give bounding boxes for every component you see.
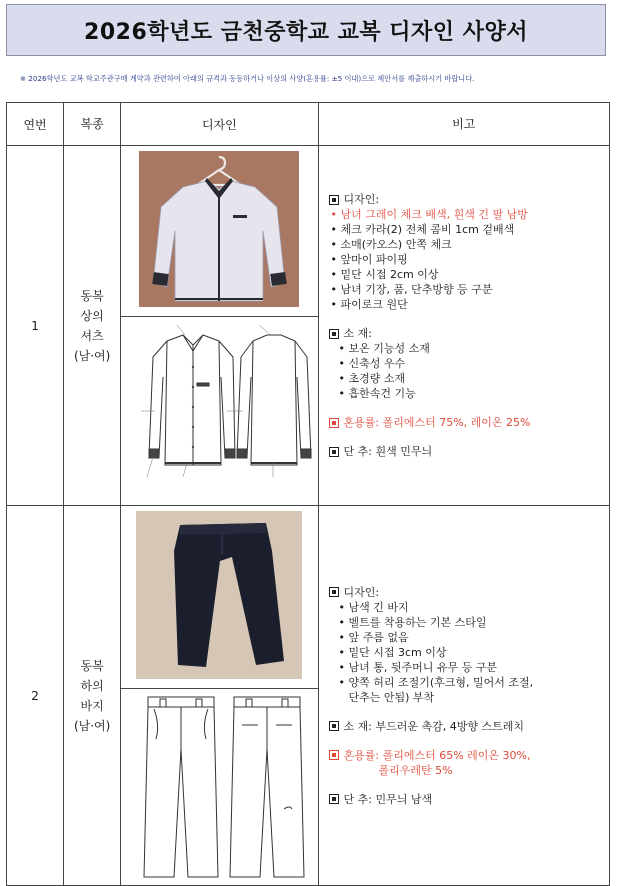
kind-line: 상의 — [80, 308, 104, 323]
pants-photo — [136, 511, 302, 679]
material-heading: 소 재: — [329, 326, 610, 341]
list-item: • 남녀 통, 뒷주머니 유무 등 구분 — [329, 660, 610, 675]
list-item: • 밑단 시접 2cm 이상 — [329, 267, 610, 282]
document-title: 2026학년도 금천중학교 교복 디자인 사양서 — [84, 19, 528, 45]
square-bullet-icon — [329, 447, 339, 457]
shirt-photo-cell — [121, 146, 318, 317]
design-heading: 디자인: — [329, 585, 610, 600]
blend-ratio: 혼용률: 폴리에스터 75%, 레이온 25% — [329, 415, 610, 430]
header-no: 연번 — [7, 103, 64, 146]
pants-sketch — [124, 689, 314, 881]
list-item: • 벨트를 착용하는 기본 스타일 — [329, 615, 610, 630]
material-spec: 소 재: 부드러운 촉감, 4방향 스트레치 — [329, 719, 610, 734]
shirt-spec-cell — [318, 146, 610, 506]
square-bullet-icon — [329, 750, 339, 760]
table-row — [7, 146, 610, 317]
button-spec: 단 추: 민무늬 남색 — [329, 792, 610, 807]
list-item: • 보온 기능성 소재 — [329, 341, 610, 356]
pants-photo-cell — [121, 506, 318, 689]
square-bullet-icon — [329, 195, 339, 205]
square-bullet-icon — [329, 418, 339, 428]
shirt-design-list — [329, 207, 610, 312]
square-bullet-icon — [329, 587, 339, 597]
button-spec: 단 추: 흰색 민무늬 — [329, 444, 610, 459]
row-kind — [64, 146, 121, 506]
header-design: 디자인 — [121, 103, 318, 146]
shirt-sketch — [123, 317, 315, 501]
list-item: • 양쪽 허리 조절기(후크형, 밀어서 조절, — [329, 675, 610, 690]
design-heading: 디자인: — [329, 192, 610, 207]
kind-line: (남·여) — [73, 718, 111, 733]
list-item: • 남녀 기장, 품, 단추방향 등 구분 — [329, 282, 610, 297]
list-item: • 남녀 그레이 체크 배색, 흰색 긴 팔 남방 — [329, 207, 610, 222]
kind-line: (남·여) — [73, 348, 111, 363]
header-kind: 복종 — [64, 103, 121, 146]
row-no: 2 — [7, 506, 64, 886]
table-row — [7, 506, 610, 689]
row-kind — [64, 506, 121, 886]
list-item-continued: 단추는 안됨) 부착 — [348, 690, 435, 704]
list-item: • 앞마이 파이핑 — [329, 252, 610, 267]
list-item: • 앞 주름 없음 — [329, 630, 610, 645]
list-item: • 남색 긴 바지 — [329, 600, 610, 615]
spec-table — [6, 102, 610, 886]
kind-line: 동복 — [80, 658, 104, 673]
list-item: • 파이로크 원단 — [329, 297, 610, 312]
row-no: 1 — [7, 146, 64, 506]
header-note: 비고 — [318, 103, 610, 146]
kind-line: 바지 — [80, 698, 104, 713]
list-item: • 흡한속건 기능 — [329, 386, 610, 401]
pants-design-list — [329, 600, 610, 705]
list-item: • 밑단 시접 3cm 이상 — [329, 645, 610, 660]
shirt-sketch-cell — [121, 317, 318, 506]
pants-sketch-cell — [121, 689, 318, 886]
blend-ratio-cont: 폴리우레탄 5% — [378, 763, 453, 777]
square-bullet-icon — [329, 329, 339, 339]
shirt-photo — [139, 151, 299, 307]
list-item: • 초경량 소재 — [329, 371, 610, 386]
blend-ratio: 혼용률: 폴리에스터 65% 레이온 30%, — [329, 748, 610, 763]
kind-line: 동복 — [80, 288, 104, 303]
notice-text: ※ 2026학년도 교복 학교주관구매 계약과 관련하여 아래의 규격과 동등하거나 이상의 사양(혼용률: ±5 이내)으로 제안서를 제출하시기 바랍니다. — [20, 74, 475, 83]
list-item: • 소매(카오스) 안쪽 체크 — [329, 237, 610, 252]
list-item: • 체크 카라(2) 전체 콤비 1cm 겉배색 — [329, 222, 610, 237]
header-row — [7, 103, 610, 146]
kind-line: 셔츠 — [80, 328, 104, 343]
square-bullet-icon — [329, 794, 339, 804]
kind-line: 하의 — [80, 678, 104, 693]
list-item: • 신축성 우수 — [329, 356, 610, 371]
title-box — [6, 4, 606, 56]
shirt-material-list — [329, 341, 610, 401]
pants-spec-cell — [318, 506, 610, 886]
square-bullet-icon — [329, 721, 339, 731]
